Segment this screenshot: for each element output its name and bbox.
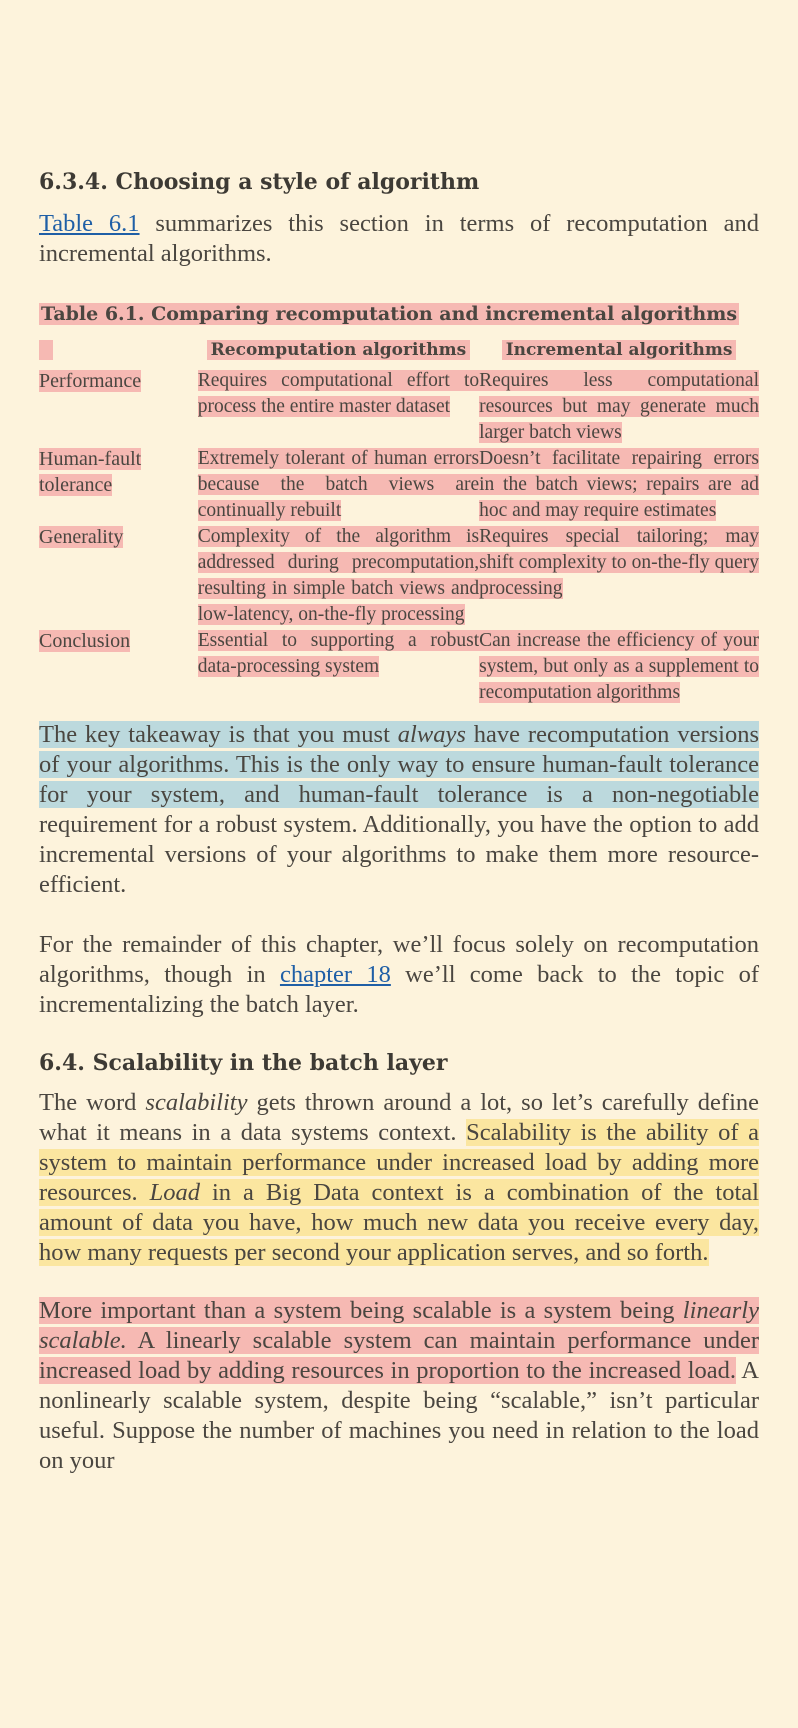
scalability-paragraph: The word scalability gets thrown around a lot, so let’s carefully define what it means in a data systems context. Scalability is the ability of a system to maintain performance under increased load by adding more resources. Load in a Big Data context is a combination of the total amount of data you have, how much new data you receive every day, how many requests per second your application serves, and so forth. bbox=[39, 1089, 759, 1266]
cell-recomputation: Requires computational effort to process the entire master dataset bbox=[197, 370, 480, 417]
table-6-1-link[interactable]: Table 6.1 bbox=[39, 210, 140, 237]
table-header-row bbox=[39, 337, 759, 368]
table-row bbox=[39, 446, 759, 524]
cell-recomputation: Extremely tolerant of human errors because the batch views are continually rebuilt bbox=[197, 448, 480, 521]
intro-paragraph: Table 6.1 summarizes this section in terms of recomputation and incremental algorithms. bbox=[39, 210, 759, 267]
comparison-table bbox=[39, 337, 759, 706]
row-label: Performance bbox=[39, 370, 142, 392]
table-row bbox=[39, 628, 759, 706]
cell-incremental: Can increase the efficiency of your system, but only as a supplement to recomputation algorithms bbox=[479, 630, 759, 703]
highlight-red[interactable]: More important than a system being scalable is a system being linearly scalable. A linearly scalable system can maintain performance under increased load by adding resources in proportion to the increased load. bbox=[39, 1297, 759, 1384]
linear-scalability-paragraph: More important than a system being scalable is a system being linearly scalable. A linearly scalable system can maintain performance under increased load by adding resources in proportion to the increased load. A nonlinearly scalable system, despite being “scalable,” isn’t particular useful. Suppose the number of machines you need in relation to the load on your bbox=[39, 1297, 759, 1474]
remainder-paragraph: For the remainder of this chapter, we’ll focus solely on recomputation algorithms, though in chapter 18 we’ll come back to the topic of incrementalizing the batch layer. bbox=[39, 931, 760, 1018]
table-row bbox=[39, 368, 759, 446]
cell-incremental: Requires special tailoring; may shift complexity to on-the-fly query processing bbox=[479, 526, 759, 599]
row-label: Human-fault tolerance bbox=[39, 448, 142, 496]
section-heading-6-4: 6.4. Scalability in the batch layer bbox=[39, 1050, 448, 1076]
cell-incremental: Requires less computational resources but may generate much larger batch views bbox=[479, 370, 759, 443]
cell-incremental: Doesn’t facilitate repairing errors in the batch views; repairs are ad hoc and may require estimates bbox=[479, 448, 759, 521]
table-corner-cell bbox=[39, 337, 198, 368]
page-content bbox=[39, 165, 759, 1476]
takeaway-paragraph: The key takeaway is that you must always have recomputation versions of your algorithms. This is the only way to ensure human-fault tolerance for your system, and human-fault tolerance is a non-negotiable requirement for a robust system. Additionally, you have the option to add incremental versions of your algorithms to make them more resource-efficient. bbox=[39, 721, 759, 898]
highlight-blue[interactable]: The key takeaway is that you must always have recomputation versions of your algorithms. This is the only way to ensure human-fault tolerance for your system, and human-fault tolerance is a non-negotiable bbox=[39, 721, 759, 808]
section-heading-6-3-4: 6.3.4. Choosing a style of algorithm bbox=[39, 169, 480, 195]
table-caption: Table 6.1. Comparing recomputation and incremental algorithms bbox=[41, 303, 738, 325]
row-label: Generality bbox=[39, 526, 124, 548]
row-label: Conclusion bbox=[39, 630, 131, 652]
table-row bbox=[39, 524, 759, 628]
col-header-incremental: Incremental algorithms bbox=[479, 337, 759, 368]
col-header-recomputation: Recomputation algorithms bbox=[198, 337, 479, 368]
highlight-yellow[interactable]: Scalability is the ability of a system to maintain performance under increased load by adding more resources. Load in a Big Data context is a combination of the total amount of data you have, how much new data you receive every day, how many requests per second your application serves, and so forth. bbox=[39, 1119, 759, 1266]
highlight-mark bbox=[39, 340, 53, 360]
chapter-18-link[interactable]: chapter 18 bbox=[279, 961, 391, 988]
cell-recomputation: Complexity of the algorithm is addressed during precomputation, resulting in simple batch views and low-latency, on-the-fly processing bbox=[197, 526, 480, 625]
cell-recomputation: Essential to supporting a robust data-processing system bbox=[197, 630, 480, 677]
